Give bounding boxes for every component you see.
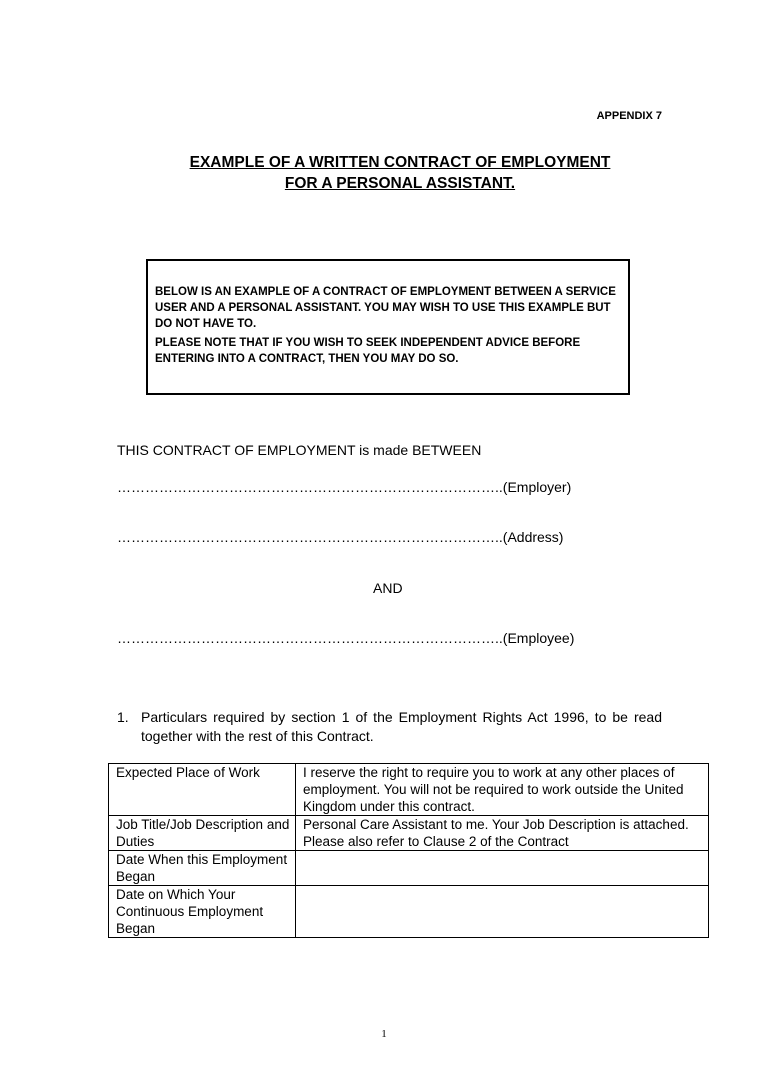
particulars-table	[108, 763, 709, 938]
row-value: Personal Care Assistant to me. Your Job Description is attached. Please also refer to Clause 2 of the Contract	[296, 816, 709, 851]
table-row	[109, 764, 709, 816]
contract-intro: THIS CONTRACT OF EMPLOYMENT is made BETWEEN	[117, 442, 482, 458]
notice-box	[146, 259, 630, 395]
address-field: ………………………………………………………………………..(Address)	[117, 529, 564, 545]
row-label: Job Title/Job Description and Duties	[109, 816, 296, 851]
row-value: I reserve the right to require you to work at any other places of employment. You will not be required to work outside the United Kingdom under this contract.	[296, 764, 709, 816]
title-line-1: EXAMPLE OF A WRITTEN CONTRACT OF EMPLOYMENT	[189, 154, 611, 171]
appendix-label: APPENDIX 7	[596, 110, 662, 122]
clause-1-number: 1.	[117, 709, 129, 725]
document-title	[130, 152, 670, 194]
table-row	[109, 886, 709, 938]
table-row	[109, 816, 709, 851]
row-value	[296, 851, 709, 886]
notice-paragraph-1: BELOW IS AN EXAMPLE OF A CONTRACT OF EMPLOYMENT BETWEEN A SERVICE USER AND A PERSONAL ASSISTANT. YOU MAY WISH TO USE THIS EXAMPLE BUT DO NOT HAVE TO.	[155, 286, 616, 330]
notice-paragraph-2: PLEASE NOTE THAT IF YOU WISH TO SEEK INDEPENDENT ADVICE BEFORE ENTERING INTO A CONTRACT, THEN YOU MAY DO SO.	[155, 337, 581, 365]
page-number: 1	[381, 1028, 387, 1040]
employer-field: ………………………………………………………………………..(Employer)	[117, 479, 572, 495]
row-label: Expected Place of Work	[109, 764, 296, 816]
clause-1-text: Particulars required by section 1 of the Employment Rights Act 1996, to be read together with the rest of this Contract.	[141, 709, 662, 744]
table-row	[109, 851, 709, 886]
and-separator: AND	[373, 580, 403, 596]
row-label: Date on Which Your Continuous Employment Began	[109, 886, 296, 938]
row-label: Date When this Employment Began	[109, 851, 296, 886]
employee-field: ………………………………………………………………………..(Employee)	[117, 630, 575, 646]
title-line-2: FOR A PERSONAL ASSISTANT.	[284, 175, 516, 192]
clause-1	[117, 708, 662, 746]
row-value	[296, 886, 709, 938]
